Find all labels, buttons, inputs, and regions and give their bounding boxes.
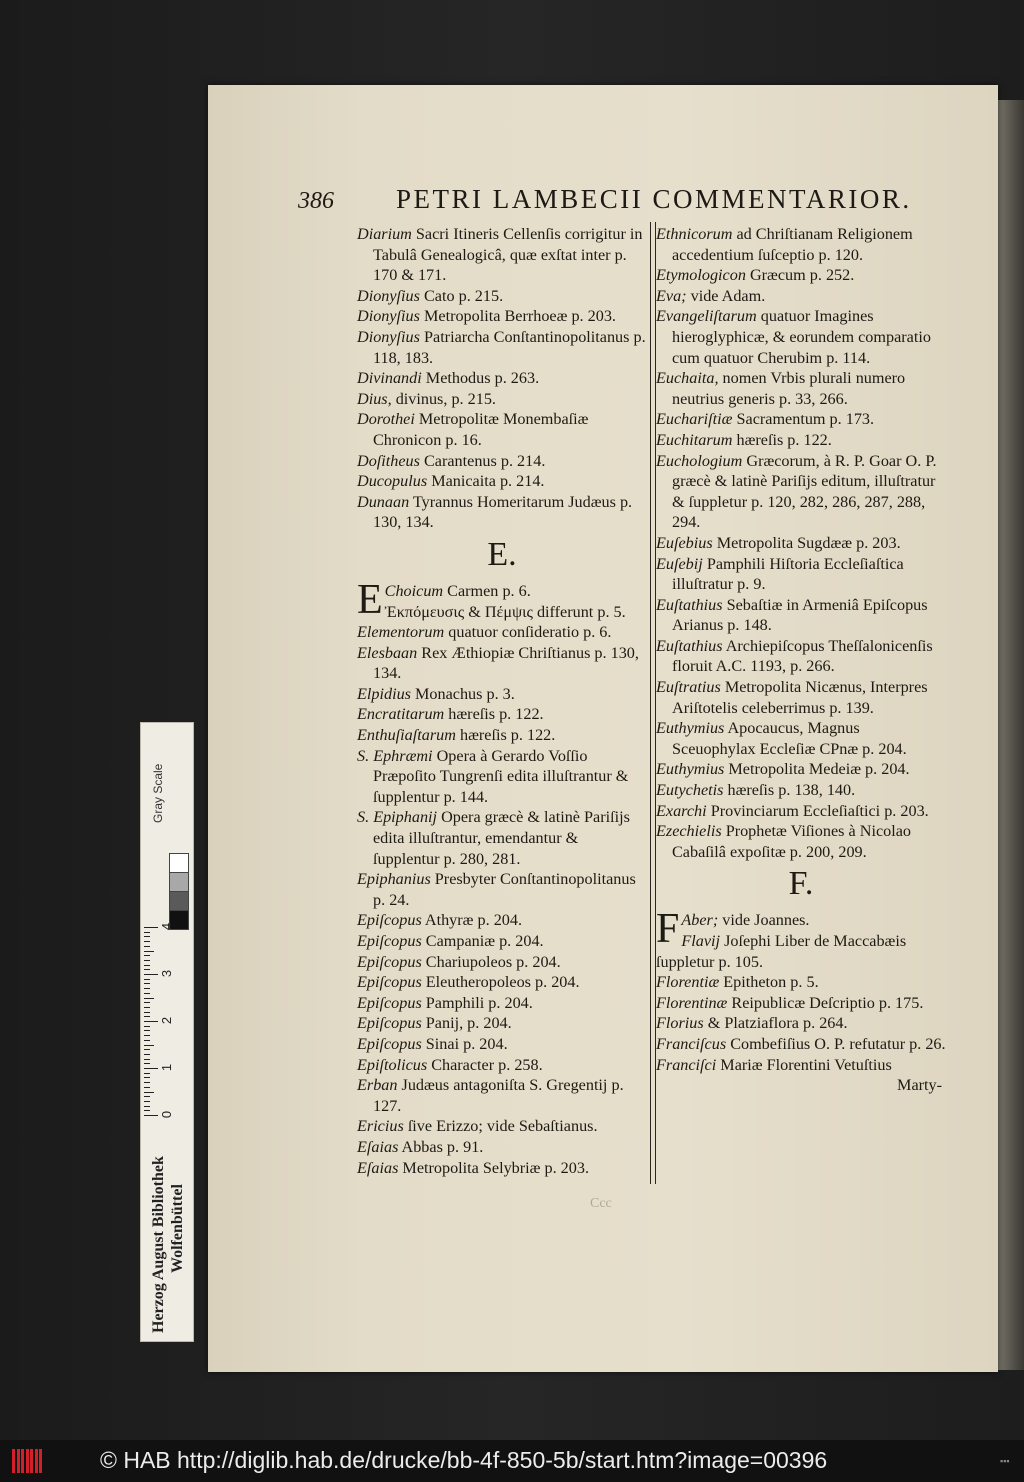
entry-text: Combefiſius O. P. refutatur p. 26. [726,1034,946,1053]
entries-e-right [656,224,946,862]
entry-headword: Choicum [384,581,444,600]
ruler-number: 1 [159,1063,175,1072]
ruler-number: 0 [159,1110,175,1119]
index-entry [656,409,946,430]
index-entry [357,1034,647,1055]
entry-headword: Enthuſiaſtarum [357,726,456,745]
index-entry [357,306,647,327]
ruler-tick [144,1063,150,1064]
entry-text: vide Joannes. [718,911,810,930]
entry-headword: Euſtratius [656,678,721,697]
entry-text: Græcum p. 252. [745,266,855,285]
ruler-tick [144,1115,158,1116]
entry-headword: Eutychetis [656,781,724,800]
index-entry [357,409,647,450]
entry-text: Monachus p. 3. [410,684,515,703]
index-entry [656,368,946,409]
entry-text: quatuor Imagines hieroglyphicæ, & eorundem comparatio cum quatuor Cherubim p. 114. [672,307,931,367]
ruler-tick [144,1007,150,1008]
logo-bar [17,1449,20,1473]
logo-bar [35,1449,38,1473]
index-entry [656,1013,946,1034]
entry-headword: Euchologium [656,451,743,470]
entry-text: Sacramentum p. 173. [732,410,875,429]
index-entry [357,1013,647,1034]
index-entry [357,471,647,492]
index-entry [357,576,647,623]
entry-headword: Epiſcopus [357,952,422,971]
gray-swatch [169,872,189,892]
ruler-tick [144,1073,150,1074]
entry-headword: Dionyſius [357,327,420,346]
page-number: 386 [298,188,334,214]
institution-label [149,1156,187,1333]
section-letter-e: E. [487,535,517,573]
entry-text: Apocaucus, Magnus Sceuophylax Eccleſiæ CPnæ p. 204. [672,719,907,758]
copyright-url[interactable]: © HAB http://diglib.hab.de/drucke/bb-4f-850-5b/start.htm?image=00396 [100,1447,828,1473]
ruler-tick [144,955,150,956]
entry-headword: Euchaita, [656,369,719,388]
ruler-tick [144,983,150,984]
entry-text: Metropolita Berrhoeæ p. 203. [419,307,616,326]
entry-headword: Ericius [357,1117,404,1136]
entry-text: Presbyter Conſtantinopolitanus p. 24. [373,870,636,909]
ruler-tick [144,936,150,937]
ruler-tick [144,1082,150,1083]
logo-bar [21,1449,24,1473]
entry-text: Provinciarum Eccleſiaſtici p. 203. [706,801,929,820]
entry-text: ſive Erizzo; vide Sebaſtianus. [403,1117,598,1136]
ruler-tick [144,1110,150,1111]
index-entry [357,993,647,1014]
index-entry [656,533,946,554]
left-column [357,224,647,1178]
index-entry [357,1116,647,1137]
entry-text: Mariæ Florentini Vetuſtius [716,1055,892,1074]
ruler-tick [144,932,150,933]
logo-bar [39,1449,42,1473]
entry-text: Metropolita Medeiæ p. 204. [724,760,910,779]
ruler-number: 4 [159,922,175,931]
entries-e [357,622,647,1178]
index-entry [357,910,647,931]
entry-headword: Euthymius [656,760,725,779]
ruler-tick [144,993,150,994]
entry-text: Prophetæ Viſiones à Nicolao Cabaſilâ expoſitæ p. 200, 209. [672,822,911,861]
index-entry [357,807,647,869]
entry-headword: Exarchi [656,801,707,820]
entry-headword: Euſebius [656,533,713,552]
gray-swatch [169,891,189,911]
section-letter-f: F. [788,865,814,903]
entry-headword: Encratitarum [357,705,445,724]
ruler-tick [144,1016,150,1017]
index-entry [656,430,946,451]
ruler-tick [144,1021,158,1022]
entry-headword: Euſtathius [656,595,723,614]
entry-headword: Epiſcopus [357,1014,422,1033]
entry-headword: Florius [656,1014,704,1033]
entry-text: Eleutheropoleos p. 204. [421,973,580,992]
index-entry [357,643,647,684]
index-entry [357,704,647,725]
index-entry [656,677,946,718]
entry-text: Character p. 258. [427,1055,543,1074]
index-entry [656,801,946,822]
ruler-tick [144,1059,150,1060]
index-entry [656,718,946,759]
entry-headword: Epiſcopus [357,911,422,930]
entry-headword: Euſtathius [656,636,723,655]
ruler-tick [144,1092,154,1093]
catchword: Marty- [897,1076,942,1095]
entry-text: Cato p. 215. [419,286,504,305]
entry-headword: Divinandi [357,369,422,388]
entry-text: Epitheton p. 5. [719,973,819,992]
gray-scale-label: Gray Scale [151,763,165,823]
entry-text: Campaniæ p. 204. [421,932,544,950]
ruler-tick [144,1101,150,1102]
entry-headword: Dius, [357,389,392,408]
entries-d [357,224,647,533]
entry-headword: Epiſcopus [357,932,422,950]
index-entry [656,595,946,636]
entry-headword: Epiphanius [357,870,431,889]
entry-text: Judæus antagoniſta S. Gregentij p. 127. [373,1076,624,1115]
index-entry [357,224,647,286]
logo-bar [26,1449,29,1473]
index-entry [656,1055,946,1076]
signature-mark: Ccc [590,1196,612,1211]
entry-headword: Euchitarum [656,430,733,449]
index-entry [656,906,946,972]
entry-headword: Epiſcopus [357,973,422,992]
entry-text: Sinai p. 204. [421,1034,508,1053]
entry-headword: S. Ephræmi [357,746,433,765]
index-entry [656,554,946,595]
ruler-tick [144,941,150,942]
ruler-tick [144,951,154,952]
dropcap-f: F [656,906,680,953]
entry-text: hæreſis p. 122. [444,705,544,724]
ruler-tick [144,1068,158,1069]
entry-headword: Etymologicon [656,266,746,285]
entry-text: vide Adam. [686,286,766,305]
entry-text: Manicaita p. 214. [427,472,545,491]
entry-headword: Eſaias [357,1137,399,1156]
entry-headword: Evangeliſtarum [656,307,757,326]
index-entry [656,759,946,780]
entry-headword: Dunaan [357,492,410,511]
ruler-tick [144,946,150,947]
entry-text: Opera à Gerardo Voſſio Præpoſito Tungrenſi edita illuſtrantur & ſupplentur p. 144. [373,746,629,806]
entry-text: Reipublicæ Deſcriptio p. 175. [727,993,924,1012]
index-entry [656,821,946,862]
entry-text: Tyrannus Homeritarum Judæus p. 130, 134. [373,492,633,532]
entry-headword: Elpidius [357,684,411,703]
index-entry [357,492,647,533]
entry-headword: Epiſcopus [357,1034,422,1053]
entry-text: Carantenus p. 214. [419,451,546,470]
entry-text: quatuor conſideratio p. 6. [444,623,612,642]
entry-headword: Franciſcus [656,1034,727,1053]
entry-headword: Florentiæ [656,973,720,992]
index-entry [357,389,647,410]
index-entry [357,725,647,746]
entry-headword: Elementorum [357,623,445,642]
entry-headword: Eſaias [357,1158,399,1177]
entry-headword: Doſitheus [357,451,420,470]
ruler-tick [144,1096,150,1097]
index-entry [656,286,946,307]
ruler-tick [144,927,158,928]
index-entry [656,972,946,993]
entry-headword: Euthymius [656,719,725,738]
index-entry [357,869,647,910]
ruler-tick [144,1087,150,1088]
entry-text: Methodus p. 263. [421,369,540,388]
index-entry [656,224,946,265]
entry-headword: Erban [357,1076,398,1095]
logo-bar [12,1449,15,1473]
entry-text: ad Chriſtianam Religionem accedentium ſuſceptio p. 120. [672,225,913,264]
entry-headword: Eva; [656,286,687,305]
index-entry [656,780,946,801]
right-column [656,224,946,1096]
entry-text: Metropolita Selybriæ p. 203. [398,1158,590,1177]
index-entry [656,265,946,286]
ruler-tick [144,1012,150,1013]
entry-headword: Epiſtolicus [357,1055,428,1074]
entry-headword: Epiſcopus [357,993,422,1012]
running-head: PETRI LAMBECII COMMENTARIOR. [396,184,912,214]
entry-headword: Euchariſtiæ [656,410,733,429]
entry-text: hæreſis p. 122. [455,726,556,745]
index-entry [357,286,647,307]
entry-text: Rex Æthiopiæ Chriſtianus p. 130, 134. [373,643,639,683]
entry-text: Chariupoleos p. 204. [421,952,561,971]
entry-headword: Flavij [681,932,721,950]
entry-text: Patriarcha Conſtantinopolitanus p. 118, 183. [373,327,646,367]
entry-headword: Florentinæ [656,993,728,1012]
entry-text: Sacri Itineris Cellenſis corrigitur in Tabulâ Genealogicâ, quæ exſtat inter p. 170 & 171. [373,225,643,285]
entry-text: Ἐκπόμευσις & Πέμψις differunt p. 5. [384,602,626,621]
entry-headword: Euſebij [656,554,703,573]
ruler-number: 2 [159,1016,175,1025]
entry-text: divinus, p. 215. [391,389,496,408]
ruler-tick [144,998,154,999]
entry-text: Græcorum, à R. P. Goar O. P. græcè & latinè Pariſijs editum, illuſtratur & ſuppletur p. 120, 282, 286, 287, 288, 294. [672,451,937,532]
footer-bar [0,1440,1024,1482]
gray-scale-ruler [140,722,194,1342]
institution-line: Herzog August Bibliothek [150,1156,167,1333]
entry-headword: Elesbaan [357,643,418,662]
index-entry [357,684,647,705]
entry-headword: Diarium [357,225,412,243]
entry-text: & Platziaflora p. 264. [703,1014,848,1033]
logo-bar [30,1449,33,1473]
entry-headword: Dorothei [357,410,415,429]
entry-headword: Dionyſius [357,307,420,326]
entries-f [656,972,946,1075]
ruler-tick [144,969,150,970]
ruler-tick [144,988,150,989]
index-entry [656,1034,946,1055]
ruler-tick [144,1054,150,1055]
entry-headword: Franciſci [656,1055,717,1074]
ruler-number: 3 [159,969,175,978]
ruler-tick [144,1077,150,1078]
entry-text: Pamphili p. 204. [421,993,533,1012]
ruler-tick [144,1026,150,1027]
entry-text: Metropolita Nicænus, Interpres Ariſtotelis celeberrimus p. 139. [672,678,928,717]
ruler-tick [144,979,150,980]
ruler-tick [144,965,150,966]
gray-swatch [169,853,189,873]
ruler-tick [144,1045,154,1046]
entry-headword: S. Epiphanij [357,808,438,827]
index-entry [357,368,647,389]
entry-headword: Dionyſius [357,286,420,305]
entry-text: Athyræ p. 204. [421,911,523,930]
entry-headword: Aber; [681,911,719,930]
entry-text: hæreſis p. 138, 140. [723,781,856,800]
index-entry [357,1055,647,1076]
index-entry [656,451,946,533]
ruler-tick [144,1030,150,1031]
index-entry [357,1137,647,1158]
ruler-tick [144,960,150,961]
entry-text: Metropolitæ Monembaſiæ Chronicon p. 16. [373,410,589,449]
index-entry [357,972,647,993]
entry-text: Archiepiſcopus Theſſalonicenſis floruit A.C. 1193, p. 266. [672,636,933,676]
ruler-tick [144,1002,150,1003]
entry-text: Sebaſtiæ in Armeniâ Epiſcopus Arianus p. 148. [672,595,928,635]
index-entry [357,931,647,952]
index-entry [357,1075,647,1116]
page-header [0,178,1024,218]
entry-text: Abbas p. 91. [398,1137,484,1156]
entry-headword: Ezechielis [656,822,722,841]
index-entry [656,993,946,1014]
entry-text: Joſephi Liber de Maccabæis ſuppletur p. 105. [656,932,907,971]
entry-text: Metropolita Sugdææ p. 203. [712,533,901,552]
ruler-tick [144,1040,150,1041]
entry-headword: Ethnicorum [656,225,733,243]
ruler-tick [144,1049,150,1050]
dropcap-e: E [357,576,383,623]
entry-text: Carmen p. 6. [443,581,531,600]
ruler-tick [144,1035,150,1036]
entry-text: Pamphili Hiſtoria Eccleſiaſtica illuſtratur p. 9. [672,554,904,594]
institution-line: Wolfenbüttel [169,1184,186,1273]
corner-mark: ▪▪▪ [1000,1456,1010,1466]
entry-text: nomen Vrbis plurali numero neutrius generis p. 33, 266. [672,369,906,408]
index-entry [357,746,647,808]
entry-text: Panij, p. 204. [421,1014,512,1033]
entry-headword: Ducopulus [357,472,428,491]
index-entry [656,636,946,677]
index-entry [357,451,647,472]
index-entry [357,952,647,973]
index-entry [357,327,647,368]
hab-logo-icon [12,1449,44,1473]
entry-text: Opera græcè & latinè Pariſijs edita illuſtrantur, emendantur & ſupplentur p. 280, 281. [373,808,630,868]
ruler-tick [144,974,158,975]
index-entry [656,306,946,368]
index-entry [357,1158,647,1179]
ruler-tick [144,1106,150,1107]
entry-text: hæreſis p. 122. [732,430,832,449]
index-entry [357,622,647,643]
